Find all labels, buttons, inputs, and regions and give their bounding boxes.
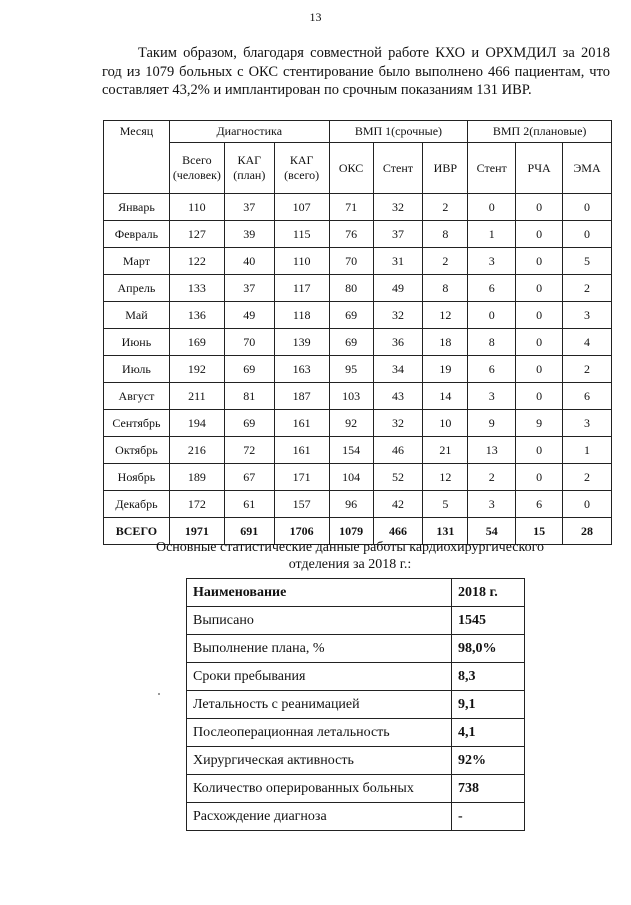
value-cell: 6 [516,491,563,518]
value-cell: 189 [169,464,224,491]
value-cell: 0 [563,491,612,518]
month-cell: Январь [104,194,170,221]
value-cell: 117 [274,275,329,302]
stats-header-year: 2018 г. [452,579,525,607]
stats-row [187,719,525,747]
value-cell: 211 [169,383,224,410]
value-cell: 32 [373,302,423,329]
subheader-cell: ОКС [329,143,373,194]
value-cell: 2 [563,356,612,383]
total-value: 54 [468,518,516,545]
stats-name: Выполнение плана, % [187,635,452,663]
value-cell: 118 [274,302,329,329]
total-value: 466 [373,518,423,545]
stats-name: Количество оперированных больных [187,775,452,803]
month-cell: Апрель [104,275,170,302]
month-cell: Июнь [104,329,170,356]
stats-value: 9,1 [452,691,525,719]
value-cell: 0 [516,383,563,410]
month-cell: Ноябрь [104,464,170,491]
value-cell: 71 [329,194,373,221]
value-cell: 10 [423,410,468,437]
stats-value: 1545 [452,607,525,635]
value-cell: 110 [169,194,224,221]
subheader-cell: КАГ (план) [224,143,274,194]
total-label: ВСЕГО [104,518,170,545]
month-cell: Март [104,248,170,275]
value-cell: 216 [169,437,224,464]
value-cell: 2 [468,464,516,491]
stats-row [187,635,525,663]
scan-dot [158,693,160,695]
table-row [104,356,612,383]
value-cell: 8 [468,329,516,356]
stats-name: Расхождение диагноза [187,803,452,831]
value-cell: 8 [423,275,468,302]
stats-name: Сроки пребывания [187,663,452,691]
stats-row [187,775,525,803]
value-cell: 70 [224,329,274,356]
value-cell: 0 [516,221,563,248]
value-cell: 4 [563,329,612,356]
stats-caption: Основные статистические данные работы кардиохирургического отделения за 2018 г.: [155,540,544,572]
stats-value: 92% [452,747,525,775]
value-cell: 69 [329,329,373,356]
value-cell: 5 [423,491,468,518]
value-cell: 37 [224,275,274,302]
total-value: 28 [563,518,612,545]
table-row [104,383,612,410]
value-cell: 161 [274,410,329,437]
subheader-cell: Стент [468,143,516,194]
value-cell: 161 [274,437,329,464]
value-cell: 0 [468,194,516,221]
stats-row [187,803,525,831]
value-cell: 133 [169,275,224,302]
value-cell: 2 [423,194,468,221]
summary-paragraph [102,44,610,100]
value-cell: 21 [423,437,468,464]
value-cell: 76 [329,221,373,248]
value-cell: 9 [468,410,516,437]
monthly-procedures-table [103,120,612,545]
value-cell: 0 [516,248,563,275]
value-cell: 2 [563,275,612,302]
month-cell: Август [104,383,170,410]
total-value: 1971 [169,518,224,545]
value-cell: 32 [373,194,423,221]
value-cell: 36 [373,329,423,356]
value-cell: 194 [169,410,224,437]
subheader-cell: ИВР [423,143,468,194]
value-cell: 1 [468,221,516,248]
total-value: 131 [423,518,468,545]
value-cell: 0 [468,302,516,329]
table-subheader-row [104,143,612,194]
value-cell: 92 [329,410,373,437]
table-row [104,464,612,491]
table-row [104,491,612,518]
table-row [104,410,612,437]
month-cell: Декабрь [104,491,170,518]
value-cell: 96 [329,491,373,518]
stats-name: Хирургическая активность [187,747,452,775]
value-cell: 8 [423,221,468,248]
table-row [104,221,612,248]
value-cell: 49 [224,302,274,329]
total-value: 1706 [274,518,329,545]
month-cell: Май [104,302,170,329]
month-cell: Июль [104,356,170,383]
value-cell: 0 [516,329,563,356]
value-cell: 172 [169,491,224,518]
value-cell: 3 [468,383,516,410]
table-row [104,302,612,329]
value-cell: 110 [274,248,329,275]
value-cell: 40 [224,248,274,275]
value-cell: 37 [224,194,274,221]
value-cell: 81 [224,383,274,410]
stats-header-row [187,579,525,607]
value-cell: 39 [224,221,274,248]
page-number: 13 [309,10,322,24]
value-cell: 0 [516,356,563,383]
value-cell: 136 [169,302,224,329]
value-cell: 34 [373,356,423,383]
subheader-cell: Всего (человек) [169,143,224,194]
stats-name: Выписано [187,607,452,635]
value-cell: 12 [423,464,468,491]
stats-row [187,747,525,775]
table-row [104,329,612,356]
value-cell: 32 [373,410,423,437]
month-cell: Сентябрь [104,410,170,437]
table-header-row [104,121,612,143]
value-cell: 46 [373,437,423,464]
value-cell: 9 [516,410,563,437]
total-value: 1079 [329,518,373,545]
header-diagnostics: Диагностика [169,121,329,143]
value-cell: 122 [169,248,224,275]
month-cell: Февраль [104,221,170,248]
value-cell: 49 [373,275,423,302]
value-cell: 67 [224,464,274,491]
value-cell: 3 [468,491,516,518]
value-cell: 0 [516,194,563,221]
value-cell: 139 [274,329,329,356]
value-cell: 171 [274,464,329,491]
value-cell: 0 [516,437,563,464]
value-cell: 3 [468,248,516,275]
table-row [104,275,612,302]
value-cell: 187 [274,383,329,410]
stats-row [187,691,525,719]
value-cell: 103 [329,383,373,410]
header-vmp2: ВМП 2(плановые) [468,121,612,143]
value-cell: 3 [563,410,612,437]
stats-name: Летальность с реанимацией [187,691,452,719]
month-cell: Октябрь [104,437,170,464]
subheader-cell: КАГ (всего) [274,143,329,194]
value-cell: 6 [468,275,516,302]
value-cell: 69 [329,302,373,329]
value-cell: 6 [468,356,516,383]
value-cell: 37 [373,221,423,248]
subheader-cell: Стент [373,143,423,194]
table-row [104,194,612,221]
value-cell: 13 [468,437,516,464]
value-cell: 0 [563,194,612,221]
total-value: 15 [516,518,563,545]
value-cell: 3 [563,302,612,329]
value-cell: 1 [563,437,612,464]
value-cell: 115 [274,221,329,248]
value-cell: 104 [329,464,373,491]
stats-name: Послеоперационная летальность [187,719,452,747]
stats-row [187,663,525,691]
value-cell: 2 [423,248,468,275]
value-cell: 0 [563,221,612,248]
value-cell: 107 [274,194,329,221]
value-cell: 61 [224,491,274,518]
value-cell: 12 [423,302,468,329]
value-cell: 2 [563,464,612,491]
value-cell: 0 [516,464,563,491]
summary-text: Таким образом, благодаря совместной работе КХО и ОРХМДИЛ за 2018 год из 1079 больных с ОКС стентирование было выполнено 466 пациентам, что составляет 43,2% и имплантирован по срочным показаниям 131 ИВР. [102,45,610,98]
value-cell: 14 [423,383,468,410]
value-cell: 70 [329,248,373,275]
table-row [104,437,612,464]
value-cell: 169 [169,329,224,356]
value-cell: 127 [169,221,224,248]
stats-header-name: Наименование [187,579,452,607]
value-cell: 31 [373,248,423,275]
stats-value: - [452,803,525,831]
table-row [104,248,612,275]
stats-table [186,578,525,831]
value-cell: 42 [373,491,423,518]
value-cell: 5 [563,248,612,275]
value-cell: 69 [224,410,274,437]
value-cell: 95 [329,356,373,383]
value-cell: 80 [329,275,373,302]
total-value: 691 [224,518,274,545]
subheader-cell: ЭМА [563,143,612,194]
value-cell: 0 [516,275,563,302]
value-cell: 18 [423,329,468,356]
subheader-cell: РЧА [516,143,563,194]
header-vmp1: ВМП 1(срочные) [329,121,468,143]
value-cell: 192 [169,356,224,383]
value-cell: 72 [224,437,274,464]
value-cell: 69 [224,356,274,383]
header-month: Месяц [104,121,170,194]
value-cell: 6 [563,383,612,410]
value-cell: 19 [423,356,468,383]
stats-value: 738 [452,775,525,803]
value-cell: 154 [329,437,373,464]
stats-value: 8,3 [452,663,525,691]
stats-row [187,607,525,635]
value-cell: 43 [373,383,423,410]
value-cell: 52 [373,464,423,491]
value-cell: 163 [274,356,329,383]
value-cell: 0 [516,302,563,329]
stats-value: 4,1 [452,719,525,747]
value-cell: 157 [274,491,329,518]
stats-value: 98,0% [452,635,525,663]
